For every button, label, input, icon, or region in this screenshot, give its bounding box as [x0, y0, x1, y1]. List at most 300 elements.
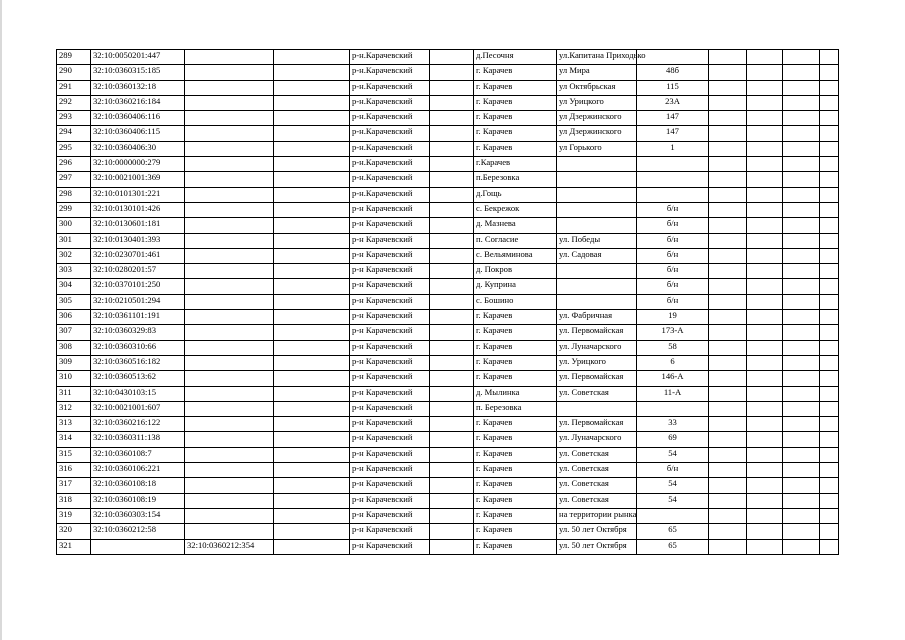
empty-cell — [783, 325, 820, 340]
table-row — [57, 141, 839, 156]
empty-cell — [274, 401, 350, 416]
settlement-name: г. Карачев — [474, 371, 557, 386]
cadastral-number: 32:10:0360329:83 — [91, 325, 185, 340]
empty-cell — [709, 95, 747, 110]
street-name: ул. 50 лет Октября — [557, 539, 637, 554]
row-number: 305 — [57, 294, 91, 309]
settlement-name: д.Гощь — [474, 187, 557, 202]
cadastral-number: 32:10:0360216:184 — [91, 95, 185, 110]
empty-cell — [274, 478, 350, 493]
empty-cell — [274, 294, 350, 309]
district-name: р-н Карачевский — [350, 218, 430, 233]
empty-cell — [820, 279, 839, 294]
row-number: 316 — [57, 463, 91, 478]
cadastral-number-alt — [185, 401, 274, 416]
empty-cell — [820, 126, 839, 141]
district-name: р-н Карачевский — [350, 508, 430, 523]
settlement-name: с. Бекрежок — [474, 202, 557, 217]
empty-cell — [783, 310, 820, 325]
street-name: ул. Советская — [557, 478, 637, 493]
empty-cell — [747, 126, 783, 141]
house-number: 19 — [637, 310, 709, 325]
table-row — [57, 95, 839, 110]
settlement-name: д. Куприна — [474, 279, 557, 294]
empty-cell — [820, 401, 839, 416]
cadastral-number-alt — [185, 80, 274, 95]
empty-cell — [783, 371, 820, 386]
settlement-name: г. Карачев — [474, 478, 557, 493]
empty-cell — [709, 111, 747, 126]
empty-cell — [709, 310, 747, 325]
scan-edge — [0, 0, 2, 640]
cadastral-number: 32:10:0101301:221 — [91, 187, 185, 202]
empty-cell — [709, 355, 747, 370]
table-row — [57, 401, 839, 416]
empty-cell — [709, 539, 747, 554]
empty-cell — [274, 386, 350, 401]
house-number: 147 — [637, 111, 709, 126]
table-row — [57, 279, 839, 294]
table-row — [57, 111, 839, 126]
empty-cell — [709, 126, 747, 141]
empty-cell — [709, 141, 747, 156]
street-name: ул. 50 лет Октября — [557, 524, 637, 539]
empty-cell — [820, 355, 839, 370]
settlement-name: г. Карачев — [474, 417, 557, 432]
cadastral-number-alt — [185, 386, 274, 401]
empty-cell — [709, 432, 747, 447]
empty-cell — [820, 417, 839, 432]
empty-cell — [709, 172, 747, 187]
street-name — [557, 401, 637, 416]
cadastral-number-alt — [185, 141, 274, 156]
district-name: р-н Карачевский — [350, 340, 430, 355]
row-number: 290 — [57, 65, 91, 80]
empty-cell — [783, 141, 820, 156]
district-name: р-н Карачевский — [350, 264, 430, 279]
district-name: р-н.Карачевский — [350, 172, 430, 187]
cadastral-number: 32:10:0430103:15 — [91, 386, 185, 401]
empty-cell — [430, 126, 474, 141]
table-row — [57, 126, 839, 141]
district-name: р-н.Карачевский — [350, 80, 430, 95]
empty-cell — [820, 524, 839, 539]
settlement-name: г.Карачев — [474, 157, 557, 172]
empty-cell — [747, 371, 783, 386]
table-row — [57, 248, 839, 263]
empty-cell — [820, 157, 839, 172]
register-table-body — [57, 50, 839, 555]
empty-cell — [820, 172, 839, 187]
row-number: 292 — [57, 95, 91, 110]
settlement-name: с. Бошино — [474, 294, 557, 309]
district-name: р-н Карачевский — [350, 493, 430, 508]
cadastral-number: 32:10:0360315:185 — [91, 65, 185, 80]
district-name: р-н Карачевский — [350, 401, 430, 416]
cadastral-number-alt — [185, 126, 274, 141]
cadastral-number: 32:10:0360108:19 — [91, 493, 185, 508]
empty-cell — [709, 447, 747, 462]
empty-cell — [709, 50, 747, 65]
cadastral-number-alt — [185, 187, 274, 202]
table-row — [57, 172, 839, 187]
table-row — [57, 80, 839, 95]
table-row — [57, 493, 839, 508]
empty-cell — [430, 310, 474, 325]
empty-cell — [820, 463, 839, 478]
settlement-name: г. Карачев — [474, 493, 557, 508]
settlement-name: г. Карачев — [474, 95, 557, 110]
empty-cell — [783, 218, 820, 233]
empty-cell — [274, 80, 350, 95]
empty-cell — [820, 218, 839, 233]
empty-cell — [430, 65, 474, 80]
cadastral-number: 32:10:0210501:294 — [91, 294, 185, 309]
cadastral-number-alt — [185, 524, 274, 539]
empty-cell — [783, 508, 820, 523]
settlement-name: г. Карачев — [474, 141, 557, 156]
empty-cell — [747, 294, 783, 309]
cadastral-number-alt — [185, 264, 274, 279]
row-number: 317 — [57, 478, 91, 493]
empty-cell — [747, 50, 783, 65]
cadastral-number-alt — [185, 65, 274, 80]
empty-cell — [820, 65, 839, 80]
house-number: б/н — [637, 202, 709, 217]
street-name: ул. Урицкого — [557, 355, 637, 370]
cadastral-number: 32:10:0130401:393 — [91, 233, 185, 248]
empty-cell — [820, 187, 839, 202]
empty-cell — [747, 325, 783, 340]
table-row — [57, 233, 839, 248]
cadastral-number-alt — [185, 111, 274, 126]
cadastral-number-alt — [185, 447, 274, 462]
row-number: 307 — [57, 325, 91, 340]
row-number: 296 — [57, 157, 91, 172]
cadastral-number-alt — [185, 248, 274, 263]
district-name: р-н Карачевский — [350, 202, 430, 217]
settlement-name: г. Карачев — [474, 508, 557, 523]
house-number: 147 — [637, 126, 709, 141]
empty-cell — [430, 371, 474, 386]
empty-cell — [430, 539, 474, 554]
cadastral-number: 32:10:0360406:30 — [91, 141, 185, 156]
empty-cell — [747, 417, 783, 432]
cadastral-number: 32:10:0021001:607 — [91, 401, 185, 416]
empty-cell — [274, 340, 350, 355]
street-name: ул. Советская — [557, 493, 637, 508]
empty-cell — [709, 187, 747, 202]
row-number: 321 — [57, 539, 91, 554]
empty-cell — [820, 340, 839, 355]
empty-cell — [820, 111, 839, 126]
settlement-name: г. Карачев — [474, 340, 557, 355]
settlement-name: г. Карачев — [474, 310, 557, 325]
district-name: р-н.Карачевский — [350, 157, 430, 172]
house-number — [637, 187, 709, 202]
empty-cell — [747, 111, 783, 126]
house-number: 54 — [637, 447, 709, 462]
cadastral-number: 32:10:0360108:18 — [91, 478, 185, 493]
empty-cell — [747, 355, 783, 370]
empty-cell — [783, 386, 820, 401]
empty-cell — [783, 65, 820, 80]
settlement-name: г. Карачев — [474, 126, 557, 141]
empty-cell — [747, 524, 783, 539]
empty-cell — [783, 355, 820, 370]
empty-cell — [709, 248, 747, 263]
cadastral-number: 32:10:0360132:18 — [91, 80, 185, 95]
street-name: ул. Луначарского — [557, 340, 637, 355]
table-row — [57, 310, 839, 325]
empty-cell — [783, 524, 820, 539]
house-number: 65 — [637, 524, 709, 539]
empty-cell — [430, 172, 474, 187]
street-name: ул. Советская — [557, 386, 637, 401]
empty-cell — [747, 493, 783, 508]
district-name: р-н.Карачевский — [350, 65, 430, 80]
street-name: ул Дзержинского — [557, 111, 637, 126]
district-name: р-н Карачевский — [350, 248, 430, 263]
house-number: 6 — [637, 355, 709, 370]
row-number: 312 — [57, 401, 91, 416]
house-number: б/н — [637, 248, 709, 263]
empty-cell — [709, 340, 747, 355]
house-number: б/н — [637, 294, 709, 309]
empty-cell — [709, 325, 747, 340]
district-name: р-н Карачевский — [350, 294, 430, 309]
settlement-name: г. Карачев — [474, 432, 557, 447]
street-name — [557, 202, 637, 217]
empty-cell — [430, 478, 474, 493]
empty-cell — [274, 95, 350, 110]
street-name: ул Горького — [557, 141, 637, 156]
empty-cell — [709, 386, 747, 401]
settlement-name: г. Карачев — [474, 539, 557, 554]
table-row — [57, 524, 839, 539]
empty-cell — [430, 355, 474, 370]
settlement-name: п. Березовка — [474, 401, 557, 416]
empty-cell — [820, 248, 839, 263]
table-row — [57, 264, 839, 279]
empty-cell — [820, 371, 839, 386]
settlement-name: д.Песочня — [474, 50, 557, 65]
empty-cell — [274, 279, 350, 294]
house-number: 11-А — [637, 386, 709, 401]
empty-cell — [747, 65, 783, 80]
row-number: 298 — [57, 187, 91, 202]
district-name: р-н Карачевский — [350, 447, 430, 462]
empty-cell — [783, 248, 820, 263]
cadastral-number: 32:10:0360406:116 — [91, 111, 185, 126]
empty-cell — [709, 401, 747, 416]
empty-cell — [274, 417, 350, 432]
empty-cell — [709, 508, 747, 523]
empty-cell — [430, 294, 474, 309]
house-number: 69 — [637, 432, 709, 447]
empty-cell — [274, 463, 350, 478]
empty-cell — [747, 386, 783, 401]
house-number — [637, 172, 709, 187]
empty-cell — [709, 294, 747, 309]
cadastral-number-alt — [185, 417, 274, 432]
empty-cell — [747, 478, 783, 493]
settlement-name: п.Березовка — [474, 172, 557, 187]
empty-cell — [430, 187, 474, 202]
house-number — [637, 157, 709, 172]
house-number: 48б — [637, 65, 709, 80]
cadastral-number-alt — [185, 294, 274, 309]
empty-cell — [747, 401, 783, 416]
empty-cell — [274, 233, 350, 248]
cadastral-number-alt — [185, 432, 274, 447]
table-row — [57, 463, 839, 478]
empty-cell — [820, 264, 839, 279]
row-number: 300 — [57, 218, 91, 233]
empty-cell — [274, 539, 350, 554]
street-name: ул Дзержинского — [557, 126, 637, 141]
house-number — [637, 401, 709, 416]
empty-cell — [274, 172, 350, 187]
row-number: 313 — [57, 417, 91, 432]
empty-cell — [430, 279, 474, 294]
empty-cell — [274, 524, 350, 539]
district-name: р-н Карачевский — [350, 355, 430, 370]
district-name: р-н Карачевский — [350, 432, 430, 447]
empty-cell — [747, 157, 783, 172]
street-name: ул. Советская — [557, 463, 637, 478]
cadastral-number-alt — [185, 202, 274, 217]
house-number — [637, 508, 709, 523]
empty-cell — [747, 141, 783, 156]
empty-cell — [430, 340, 474, 355]
cadastral-number: 32:10:0021001:369 — [91, 172, 185, 187]
house-number: б/н — [637, 264, 709, 279]
row-number: 302 — [57, 248, 91, 263]
district-name: р-н Карачевский — [350, 539, 430, 554]
empty-cell — [783, 340, 820, 355]
empty-cell — [783, 157, 820, 172]
street-name: ул. Луначарского — [557, 432, 637, 447]
street-name — [557, 187, 637, 202]
table-row — [57, 478, 839, 493]
empty-cell — [783, 279, 820, 294]
empty-cell — [430, 386, 474, 401]
table-row — [57, 187, 839, 202]
empty-cell — [274, 508, 350, 523]
row-number: 309 — [57, 355, 91, 370]
cadastral-number: 32:10:0000000:279 — [91, 157, 185, 172]
empty-cell — [783, 493, 820, 508]
district-name: р-н.Карачевский — [350, 50, 430, 65]
row-number: 304 — [57, 279, 91, 294]
empty-cell — [747, 279, 783, 294]
district-name: р-н.Карачевский — [350, 111, 430, 126]
empty-cell — [783, 233, 820, 248]
settlement-name: г. Карачев — [474, 463, 557, 478]
empty-cell — [820, 202, 839, 217]
street-name: ул Урицкого — [557, 95, 637, 110]
cadastral-number: 32:10:0360106:221 — [91, 463, 185, 478]
street-name: на территории рынка — [557, 508, 637, 523]
empty-cell — [747, 218, 783, 233]
row-number: 311 — [57, 386, 91, 401]
district-name: р-н Карачевский — [350, 417, 430, 432]
empty-cell — [820, 325, 839, 340]
house-number: 115 — [637, 80, 709, 95]
cadastral-number: 32:10:0360212:58 — [91, 524, 185, 539]
empty-cell — [274, 264, 350, 279]
district-name: р-н Карачевский — [350, 310, 430, 325]
empty-cell — [274, 355, 350, 370]
empty-cell — [709, 157, 747, 172]
district-name: р-н.Карачевский — [350, 95, 430, 110]
cadastral-number: 32:10:0360216:122 — [91, 417, 185, 432]
settlement-name: г. Карачев — [474, 524, 557, 539]
cadastral-number: 32:10:0360516:182 — [91, 355, 185, 370]
district-name: р-н Карачевский — [350, 478, 430, 493]
empty-cell — [430, 432, 474, 447]
row-number: 294 — [57, 126, 91, 141]
cadastral-number-alt — [185, 355, 274, 370]
empty-cell — [747, 340, 783, 355]
house-number: 54 — [637, 493, 709, 508]
row-number: 319 — [57, 508, 91, 523]
empty-cell — [820, 233, 839, 248]
empty-cell — [783, 187, 820, 202]
cadastral-number: 32:10:0130101:426 — [91, 202, 185, 217]
table-row — [57, 325, 839, 340]
row-number: 299 — [57, 202, 91, 217]
empty-cell — [783, 539, 820, 554]
empty-cell — [430, 508, 474, 523]
cadastral-number: 32:10:0230701:461 — [91, 248, 185, 263]
empty-cell — [274, 493, 350, 508]
cadastral-number-alt — [185, 157, 274, 172]
empty-cell — [783, 401, 820, 416]
settlement-name: с. Вельяминова — [474, 248, 557, 263]
cadastral-number-alt — [185, 508, 274, 523]
table-row — [57, 355, 839, 370]
district-name: р-н.Карачевский — [350, 126, 430, 141]
empty-cell — [747, 463, 783, 478]
empty-cell — [783, 463, 820, 478]
house-number: 146-А — [637, 371, 709, 386]
cadastral-number-alt — [185, 478, 274, 493]
cadastral-number: 32:10:0360513:62 — [91, 371, 185, 386]
table-row — [57, 218, 839, 233]
settlement-name: г. Карачев — [474, 447, 557, 462]
empty-cell — [783, 50, 820, 65]
cadastral-number: 32:10:0370101:250 — [91, 279, 185, 294]
empty-cell — [709, 371, 747, 386]
cadastral-number-alt — [185, 279, 274, 294]
row-number: 289 — [57, 50, 91, 65]
empty-cell — [709, 80, 747, 95]
empty-cell — [783, 294, 820, 309]
district-name: р-н Карачевский — [350, 325, 430, 340]
row-number: 301 — [57, 233, 91, 248]
empty-cell — [783, 417, 820, 432]
empty-cell — [430, 80, 474, 95]
street-name: ул. Садовая — [557, 248, 637, 263]
empty-cell — [783, 111, 820, 126]
cadastral-number-alt — [185, 172, 274, 187]
empty-cell — [820, 386, 839, 401]
house-number: 1 — [637, 141, 709, 156]
table-row — [57, 539, 839, 554]
settlement-name: г. Карачев — [474, 325, 557, 340]
